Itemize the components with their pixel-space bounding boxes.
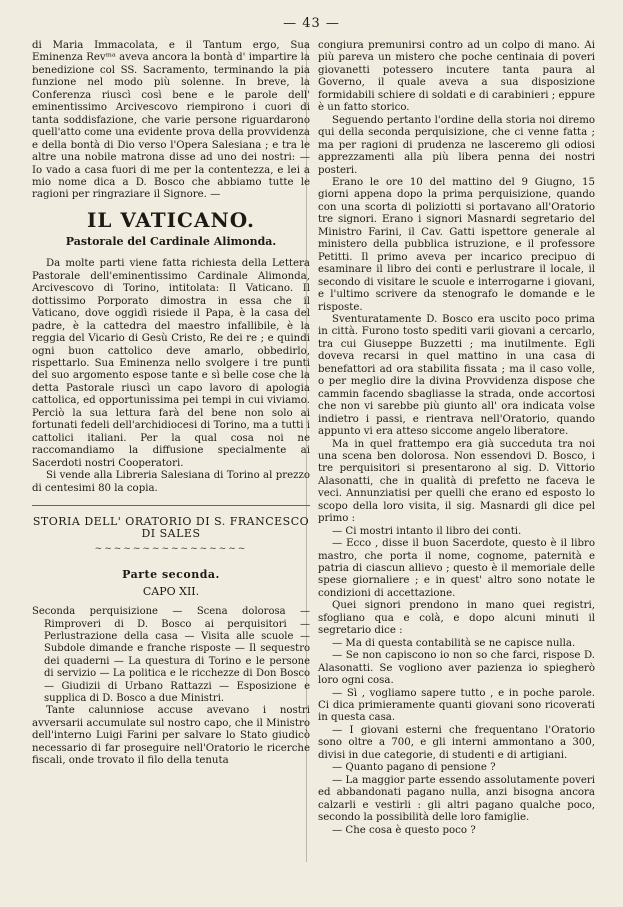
chapter-summary: Seconda perquisizione — Scena dolorosa — Rimproveri di D. Bosco ai perquisitori — Perlustrazione della casa — Visita alle scuole — Subdole dimande e franche risposte — Il sequestro dei quaderni — La questura di Torino e le persone di servizio — La politica e le ricchezze di Don Bosco — Giudizii di Urbano Rattazzi — Esposizione e supplica di D. Bosco a due Ministri.	[32, 606, 310, 705]
right-column	[318, 40, 595, 837]
dialogue-line: — Ci mostri intanto il libro dei conti.	[332, 525, 522, 537]
dialogue-line: — Sì , vogliamo sapere tutto , e in poche parole. Ci dica primieramente quanti giovani sono ricoverati in questa casa.	[318, 687, 595, 724]
paragraph: congiura premunirsi contro ad un colpo di mano. Ai più pareva un mistero che poche centinaia di poveri giovanetti potessero incutere tanta paura al Governo, il quale aveva a sua disposizione formidabili schiere di soldati e di carabinieri ; eppure è un fatto storico.	[318, 40, 595, 114]
dialogue-line: — Che cosa è questo poco ?	[332, 824, 476, 836]
section-title: STORIA DELL' ORATORIO DI S. FRANCESCO DI SALES	[32, 514, 310, 541]
paragraph: Ma in quel frattempo era già succeduta tra noi una scena ben dolorosa. Non essendovi D. Bosco, i tre perquisitori si presentarono al sig. D. Vittorio Alasonatti, che in qualità di prefetto ne faceva le veci. Annunziatisi per quelli che erano ed esposto lo scopo della loro visita, il sig. Masnardi gli dice pel primo :	[318, 438, 595, 525]
chapter-heading: CAPO XII.	[142, 584, 200, 598]
article-heading: IL VATICANO.	[87, 207, 255, 232]
paragraph: Sventuratamente D. Bosco era uscito poco prima in città. Furono tosto spediti varii giovani a cercarlo, tra cui Giuseppe Buzzetti ; ma inutilmente. Egli doveva recarsi in quel mattino in una casa di benefattori ad ora stabilita fissata ; ma il caso volle, o per meglio dire la divina Provvidenza dispose che cammin facendo sbagliasse la strada, onde accortosi che non vi sarebbe più giunto all' ora indicata volse indietro i passi, e rientrava nell'Oratorio, quando appunto vi era atteso siccome angelo liberatore.	[318, 313, 595, 438]
left-column	[32, 40, 310, 768]
dialogue-line: — La maggior parte essendo assolutamente poveri ed abbandonati pagano nulla, anzi bisogna ancora calzarli e vestirli : gli altri pagano qualche poco, secondo la possibilità delle loro famiglie.	[318, 774, 595, 824]
dialogue-line: — Ecco , disse il buon Sacerdote, questo è il libro mastro, che porta il nome, cognome, paternità e patria di ciascun allievo ; questo è il memoriale delle spese giornaliere ; e in quest' altro sono notate le condizioni di accettazione.	[318, 538, 595, 599]
dialogue-line: Quei signori prendono in mano quei registri, sfogliano qua e colà, e dopo alcuni minuti il segretario dice :	[318, 600, 595, 637]
paragraph: Da molte parti viene fatta richiesta della Lettera Pastorale dell'eminentissimo Cardinale Alimonda, Arcivescovo di Torino, intitolata: Il Vaticano. Il dottissimo Porporato dimostra in essa che il Vaticano, dove oggidì risiede il Papa, è la casa del padre, è la cattedra del maestro infallibile, è la reggia del Vicario di Gesù Cristo, Re dei re ; e quindi ogni buon cattolico deve amarlo, obbedirlo, rispettarlo. Sua Eminenza nello svolgere i tre punti del suo argomento espose tante e sì belle cose che la detta Pastorale riuscì un capo lavoro di apologia cattolica, ed opportunissima pei tempi in cui viviamo. Perciò la sua lettura farà del bene non solo ai fortunati fedeli dell'archidiocesi di Torino, ma a tutti i cattolici italiani. Per la qual cosa noi ne raccomandiamo la diffusione specialmente ai Sacerdoti nostri Cooperatori.	[32, 258, 310, 469]
dialogue-line: — Ma di questa contabilità se ne capisce nulla.	[332, 637, 576, 649]
part-heading: Parte seconda.	[122, 568, 220, 582]
paragraph: Tante calunniose accuse avevano i nostri avversarii accumulate sul nostro capo, che il Ministro dell'interno Luigi Farini per salvare lo Stato giudicò necessario di far proseguire nell'Oratorio le ricerche fiscali, onde trovato il filo della tenuta	[32, 705, 310, 767]
dialogue-line: — Quanto pagano di pensione ?	[332, 762, 496, 774]
dialogue-line: — Se non capiscono io non so che farci, rispose D. Alasonatti. Se vogliono aver pazienza io spiegherò loro ogni cosa.	[318, 650, 595, 687]
separator-rule	[32, 505, 310, 506]
paragraph: Seguendo pertanto l'ordine della storia noi diremo qui della seconda perquisizione, che ci venne fatta ; ma per ragioni di prudenza ne lasceremo gli odiosi apprezzamenti alla più libera penna dei nostri posteri.	[318, 114, 595, 176]
paragraph: Erano le ore 10 del mattino del 9 Giugno, 15 giorni appena dopo la prima perquisizione, quando con una scorta di poliziotti si portavano all'Oratorio tre signori. Erano i signori Masnardi segretario del Ministro Farini, il Cav. Gatti ispettore generale al ministero della pubblica istruzione, e il professore Petitti. Il primo aveva per incarico precipuo di esaminare il libro dei conti e perlustrare il locale, il secondo di visitare le scuole e interrogarne i giovani, e l'ultimo scrivere da stenografo le domande e le risposte.	[318, 176, 595, 313]
ornament: ~~~~~~~~~~~~~~~~	[94, 543, 248, 554]
paragraph: Si vende alla Libreria Salesiana di Torino al prezzo di centesimi 80 la copia.	[32, 470, 310, 494]
dialogue-line: — I giovani esterni che frequentano l'Oratorio sono oltre a 700, e gli interni ammontano a 300, divisi in due categorie, di studenti e di artigiani.	[318, 724, 595, 761]
article-subheading: Pastorale del Cardinale Alimonda.	[65, 234, 277, 248]
page-number: — 43 —	[283, 16, 340, 31]
paragraph: di Maria Immacolata, e il Tantum ergo, Sua Eminenza Revᵐᵃ aveva ancora la bontà d' impartire la benedizione col SS. Sacramento, terminando la pia funzione nel modo più solenne. In breve, la Conferenza riuscì così bene e le parole dell' eminentissimo Arcivescovo riempirono i cuori di tanta soddisfazione, che varie persone riguardarono quell'atto come una evidente prova della provvidenza e della bontà di Dio verso l'Opera Salesiana ; e tra le altre una nobile matrona disse ad uno dei nostri: — Io vado a casa fuori di me per la contentezza, e lei a mio nome dica a D. Bosco che abbiamo tutte le ragioni per ringraziare il Signore. —	[32, 40, 310, 201]
